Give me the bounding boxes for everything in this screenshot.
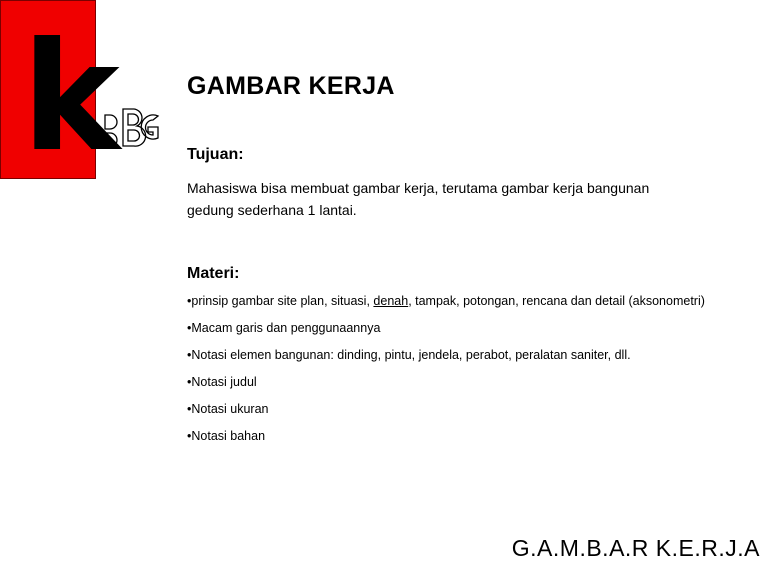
list-item: •Macam garis dan penggunaannya: [187, 321, 381, 335]
list-item: •Notasi bahan: [187, 429, 266, 443]
footer-title: G.A.M.B.A.R K.E.R.J.A: [511, 535, 760, 561]
tujuan-text: Mahasiswa bisa membuat gambar kerja, terutama gambar kerja bangunan gedung sederhana 1 lantai.: [187, 180, 650, 218]
list-item: •Notasi ukuran: [187, 402, 269, 416]
list-item: •Notasi judul: [187, 375, 257, 389]
list-item-text: •prinsip gambar site plan, situasi,: [187, 294, 374, 308]
page-title: GAMBAR KERJA: [187, 72, 395, 100]
list-item: [187, 292, 705, 319]
logo-letter-k: k: [21, 11, 120, 185]
logo-red-block: [0, 0, 120, 185]
list-item: •Notasi elemen bangunan: dinding, pintu, jendela, perabot, peralatan saniter, dll.: [187, 348, 631, 362]
list-item-underlined-text: denah: [373, 294, 409, 308]
list-item-text: , tampak, potongan, rencana dan detail (aksonometri): [408, 294, 705, 308]
materi-list: [187, 292, 705, 454]
materi-heading: Materi:: [187, 265, 240, 282]
logo-dbg-outline-icon: [92, 100, 162, 162]
tujuan-heading: Tujuan:: [187, 146, 244, 163]
